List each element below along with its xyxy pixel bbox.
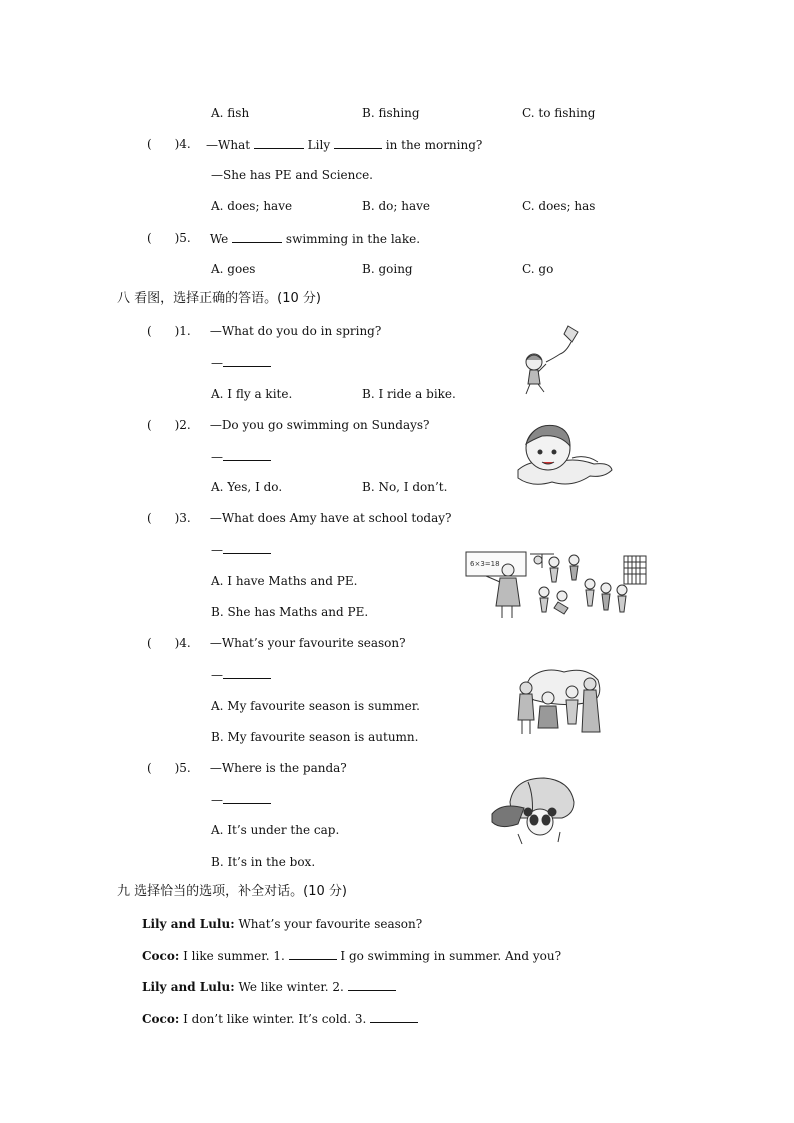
dialogue-line-3: Lily and Lulu: We like winter. 2. [142,978,396,995]
q4-stem: —What Lily in the morning? [206,138,483,152]
answer-blank [223,541,271,554]
p8-q3-answer-line: — [211,541,271,558]
p8-q4-question: —What’s your favourite season? [206,636,406,650]
part9-heading: 九 选择恰当的选项，补全对话。(10 分) [117,884,347,899]
answer-blank [348,978,396,991]
p8-q3-question: —What does Amy have at school today? [206,511,452,525]
answer-blank [232,230,282,243]
answer-blank [289,947,337,960]
p8-q2-paren: ( )2. [147,418,191,432]
p8-q3-paren: ( )3. [147,511,191,525]
q5-paren: ( )5. [147,231,191,245]
q3-option-b: B. fishing [362,106,420,120]
p8-q1-paren: ( )1. [147,324,191,338]
q5-option-b: B. going [362,262,413,276]
q4-option-b: B. do; have [362,199,430,213]
cap-panda-illustration [488,772,578,846]
answer-blank [223,791,271,804]
p8-q5-answer-line: — [211,791,271,808]
answer-blank [223,666,271,679]
kite-girl-illustration [516,322,586,398]
p8-q4-option-b: B. My favourite season is autumn. [211,730,419,744]
p8-q5-question: —Where is the panda? [206,761,347,775]
answer-blank [370,1010,418,1023]
speaker-name: Coco: [142,949,180,963]
school-day-illustration [464,548,650,622]
speaker-name: Lily and Lulu: [142,917,235,931]
p8-q1-answer-line: — [211,354,271,371]
p8-q4-answer-line: — [211,666,271,683]
p8-q2-option-b: B. No, I don’t. [362,480,448,494]
q3-option-c: C. to fishing [522,106,596,120]
q4-option-a: A. does; have [211,199,293,213]
p8-q3-option-a: A. I have Maths and PE. [211,574,358,588]
blackboard-text: 6×3=18 [470,560,500,568]
p8-q5-option-a: A. It’s under the cap. [211,823,340,837]
speaker-name: Lily and Lulu: [142,980,235,994]
dialogue-line-2: Coco: I like summer. 1. I go swimming in summer. And you? [142,949,562,963]
p8-q4-option-a: A. My favourite season is summer. [211,699,420,713]
answer-blank [223,354,271,367]
speaker-name: Coco: [142,1012,180,1026]
p8-q2-answer-line: — [211,448,271,465]
p8-q2-option-a: A. Yes, I do. [211,480,283,494]
season-family-illustration [514,668,606,738]
q4-reply: —She has PE and Science. [211,168,373,182]
q5-option-c: C. go [522,262,554,276]
swimming-boy-illustration [512,418,616,494]
p8-q1-question: —What do you do in spring? [206,324,382,338]
q4-option-c: C. does; has [522,199,596,213]
q5-option-a: A. goes [211,262,256,276]
q3-option-a: A. fish [211,106,250,120]
p8-q5-paren: ( )5. [147,761,191,775]
q5-stem: We swimming in the lake. [206,232,421,246]
q4-paren: ( )4. [147,137,191,151]
answer-blank [223,448,271,461]
p8-q4-paren: ( )4. [147,636,191,650]
dialogue-line-4: Coco: I don’t like winter. It’s cold. 3. [142,1010,418,1027]
p8-q1-option-b: B. I ride a bike. [362,387,456,401]
p8-q1-option-a: A. I fly a kite. [211,387,293,401]
answer-blank [334,136,382,149]
answer-blank [254,136,304,149]
p8-q5-option-b: B. It’s in the box. [211,855,316,869]
dialogue-line-1: Lily and Lulu: What’s your favourite season? [142,917,423,931]
p8-q3-option-b: B. She has Maths and PE. [211,605,369,619]
p8-q2-question: —Do you go swimming on Sundays? [206,418,430,432]
part8-heading: 八 看图，选择正确的答语。(10 分) [117,291,321,306]
